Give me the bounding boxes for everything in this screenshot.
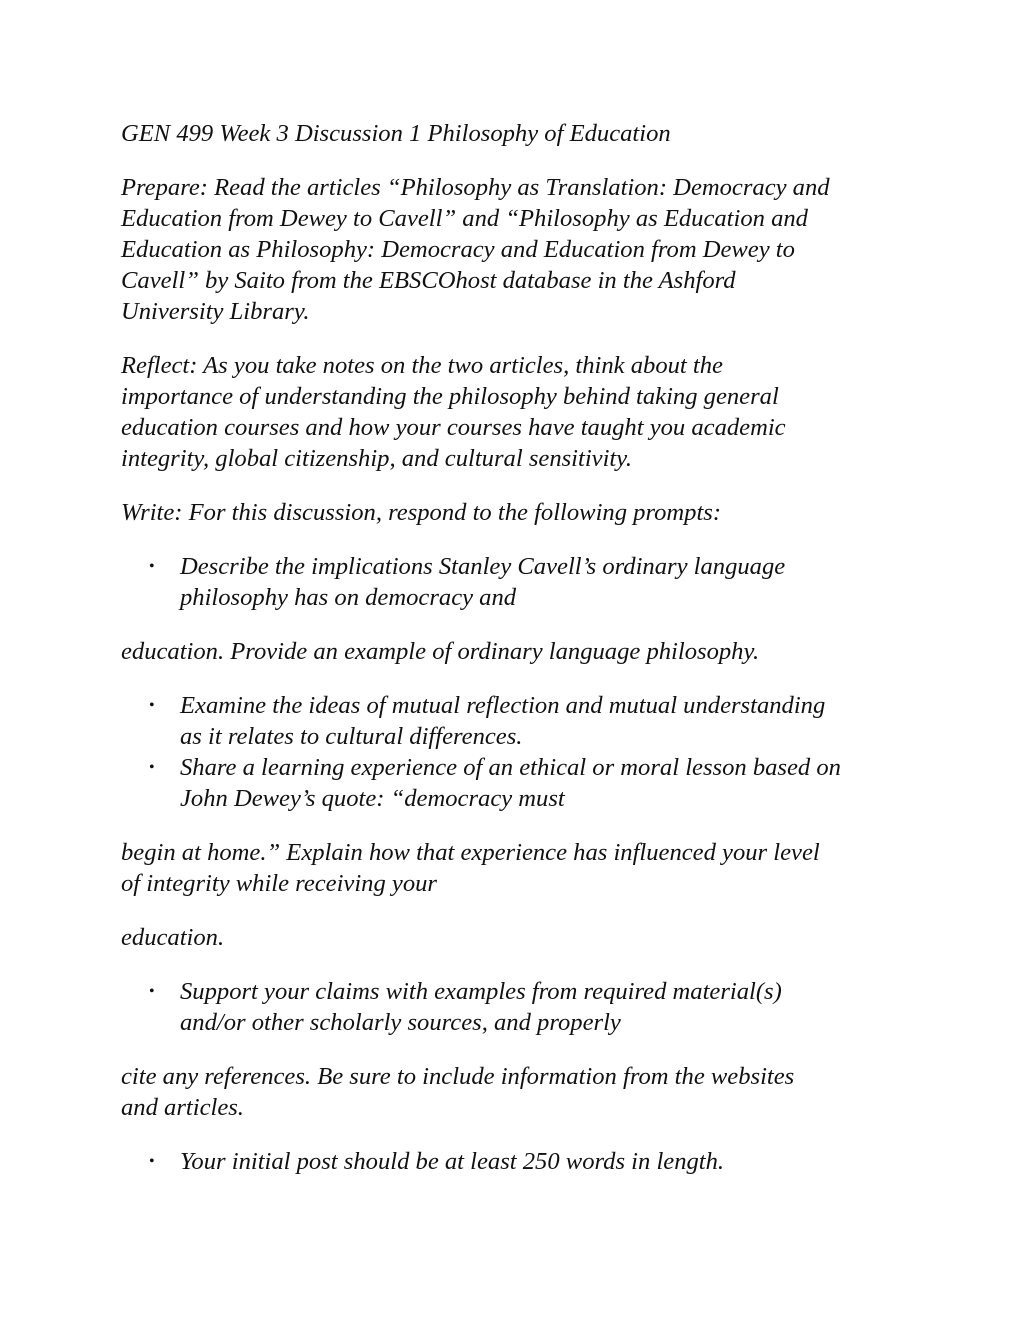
list-item: • Support your claims with examples from required material(s) and/or other scholarly sources, and properly xyxy=(149,978,782,1036)
reflect-line: importance of understanding the philosophy behind taking general xyxy=(121,383,779,410)
list-item: • Describe the implications Stanley Cavell’s ordinary language philosophy has on democracy and xyxy=(149,553,786,611)
prepare-line: Education from Dewey to Cavell” and “Philosophy as Education and xyxy=(121,205,808,232)
continuation-paragraph: education. Provide an example of ordinary language philosophy. xyxy=(121,638,760,665)
prepare-line: Prepare: Read the articles “Philosophy as Translation: Democracy and xyxy=(121,174,830,201)
document-body xyxy=(121,118,921,1200)
reflect-line: integrity, global citizenship, and cultural sensitivity. xyxy=(121,445,632,472)
list-item: • Your initial post should be at least 250 words in length. xyxy=(149,1148,725,1175)
bullet-list-2 xyxy=(121,690,921,814)
continuation-paragraph: begin at home.” Explain how that experience has influenced your level of integrity while receiving your xyxy=(121,839,820,897)
reflect-line: education courses and how your courses have taught you academic xyxy=(121,414,786,441)
bullet-list-3 xyxy=(121,976,921,1038)
bullet-icon: • xyxy=(149,558,155,575)
write-paragraph: Write: For this discussion, respond to the following prompts: xyxy=(121,499,722,526)
prepare-line: Education as Philosophy: Democracy and Education from Dewey to xyxy=(121,236,795,263)
reflect-line: Reflect: As you take notes on the two articles, think about the xyxy=(121,352,723,379)
bullet-icon: • xyxy=(149,983,155,1000)
continuation-paragraph: education. xyxy=(121,924,225,951)
bullet-list-1 xyxy=(121,551,921,613)
bullet-icon: • xyxy=(149,759,155,776)
prepare-paragraph xyxy=(121,172,921,327)
continuation-paragraph: cite any references. Be sure to include information from the websites and articles. xyxy=(121,1063,795,1121)
bullet-icon: • xyxy=(149,697,155,714)
list-item: • Share a learning experience of an ethical or moral lesson based on John Dewey’s quote: “democracy must xyxy=(149,754,841,812)
reflect-paragraph xyxy=(121,350,921,474)
list-item: • Examine the ideas of mutual reflection and mutual understanding as it relates to cultural differences. xyxy=(149,692,826,750)
prepare-line: Cavell” by Saito from the EBSCOhost database in the Ashford xyxy=(121,267,736,294)
bullet-icon: • xyxy=(149,1153,155,1170)
bullet-list-4 xyxy=(121,1146,921,1177)
prepare-line: University Library. xyxy=(121,298,310,325)
document-title: GEN 499 Week 3 Discussion 1 Philosophy of Education xyxy=(121,120,671,147)
